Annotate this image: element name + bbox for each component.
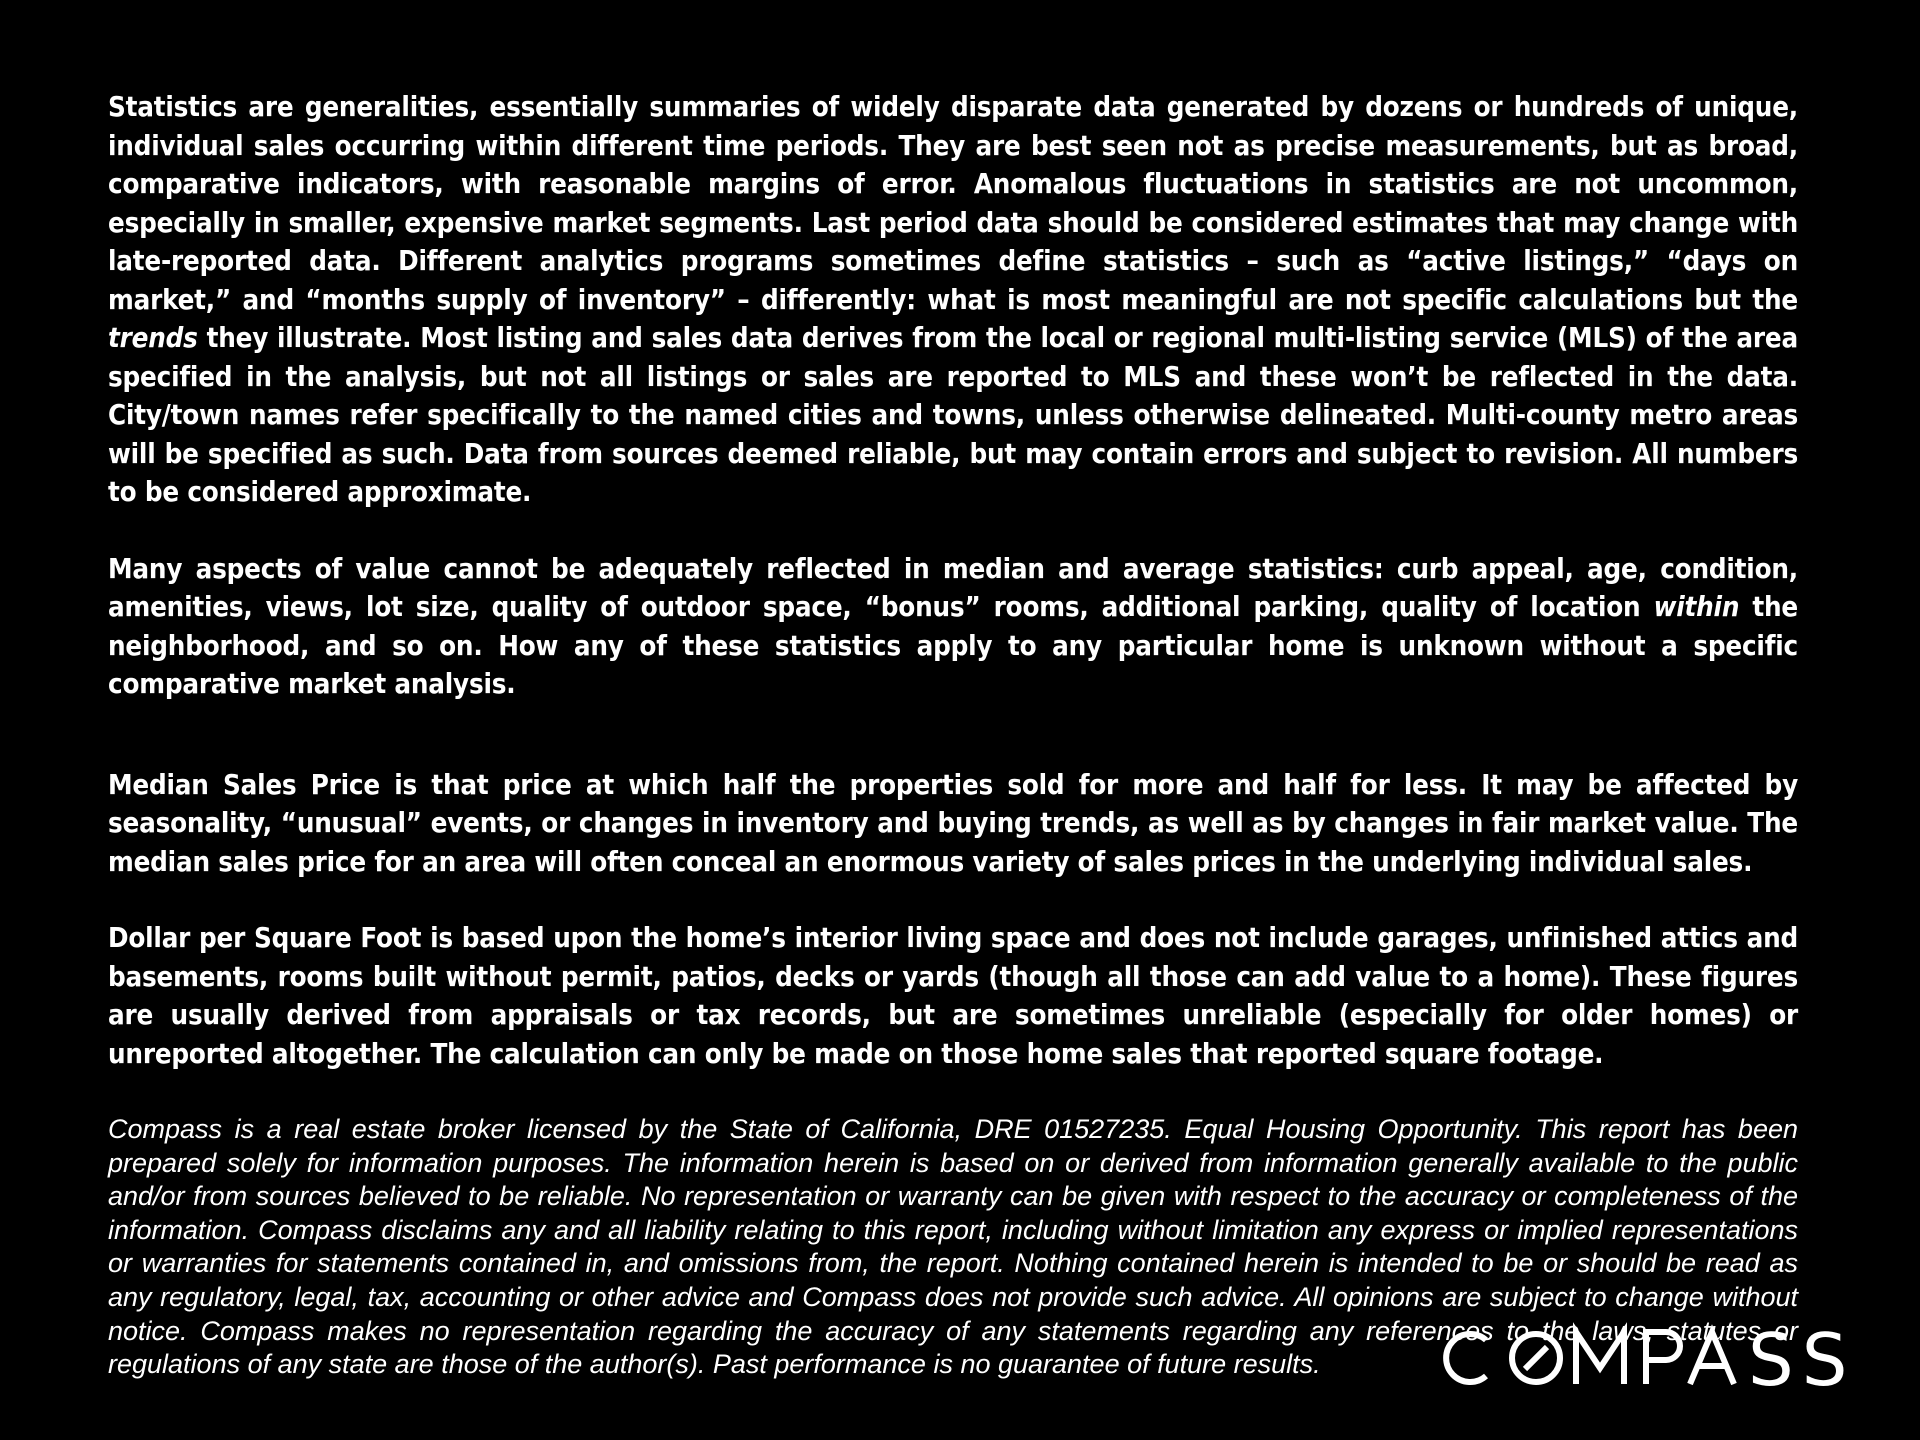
within-emphasis: within [1653,591,1740,623]
value-aspects-text-2: the neighborhood, and so on. How any of these statistics apply to any particular home is unknown without a specific comparative market analysis. [108,591,1798,700]
logo-letters-ss: SS [1748,1318,1856,1402]
median-sales-price-paragraph: Median Sales Price is that price at which half the properties sold for more and half for less. It may be affected by seasonality, “unusual” events, or changes in inventory and buying trends, as well as by changes in fair market value. The median sales price for an area will often conceal an enormous variety of sales prices in the underlying individual sales. [108,768,1798,878]
value-aspects-paragraph [108,550,1798,704]
compass-logo-graphic [1436,1318,1856,1402]
statistics-text-2: they illustrate. Most listing and sales data derives from the local or regional multi-listing service (MLS) of the area specified in the analysis, but not all listings or sales are reported to MLS and these won’t be reflected in the data. City/town names refer specifically to the named cities and towns, unless otherwise delineated. Multi-county metro areas will be specified as such. Data from sources deemed reliable, but may contain errors and subject to revision. All numbers to be considered approximate. [108,322,1798,508]
legal-disclaimer: Compass is a real estate broker licensed by the State of California, DRE 01527235. Equal Housing Opportunity. This report has been prepared solely for information purposes. The information herein is based on or derived from information generally available to the public and/or from sources believed to be reliable. No representation or warranty can be given with respect to the accuracy or completeness of the information. Compass disclaims any and all liability relating to this report, including without limitation any express or implied representations or warranties for statements contained in, and omissions from, the report. Nothing contained herein is intended to be or should be read as any regulatory, legal, tax, accounting or other advice and Compass does not provide such advice. All opinions are subject to change without notice. Compass makes no representation regarding the accuracy of any statements regarding any references to the laws, statutes or regulations of any state are those of the author(s). Past performance is no guarantee of future results. [108,1114,1798,1380]
logo-letter-a [1690,1332,1734,1384]
dollar-per-square-foot-paragraph: Dollar per Square Foot is based upon the home’s interior living space and does not include garages, unfinished attics and basements, rooms built without permit, patios, decks or yards (though all those can add value to a home). These figures are usually derived from appraisals or tax records, but are sometimes unreliable (especially for older homes) or unreported altogether. The calculation can only be made on those home sales that reported square footage. [108,922,1798,1070]
logo-letter-p [1646,1332,1680,1384]
value-aspects-text-1: Many aspects of value cannot be adequately reflected in median and average statistics: curb appeal, age, condition, amenities, views, lot size, quality of outdoor space, “bonus” rooms, additional parking, quality of location [108,552,1798,623]
statistics-text-1: Statistics are generalities, essentially summaries of widely disparate data generated by dozens or hundreds of unique, individual sales occurring within different time periods. They are best seen not as precise measurements, but as broad, comparative indicators, with reasonable margins of error. Anomalous fluctuations in statistics are not uncommon, especially in smaller, expensive market segments. Last period data should be considered estimates that may change with late-reported data. Different analytics programs sometimes define statistics – such as “active listings,” “days on market,” and “months supply of inventory” – differently: what is most meaningful are not specific calculations but the [108,91,1798,316]
logo-letter-c [1446,1334,1486,1382]
statistics-paragraph [108,88,1798,512]
trends-emphasis: trends [108,322,198,354]
logo-letter-m [1576,1332,1624,1384]
compass-logo [1436,1318,1856,1402]
page-content [108,88,1798,1382]
logo-compass-needle [1525,1347,1547,1369]
